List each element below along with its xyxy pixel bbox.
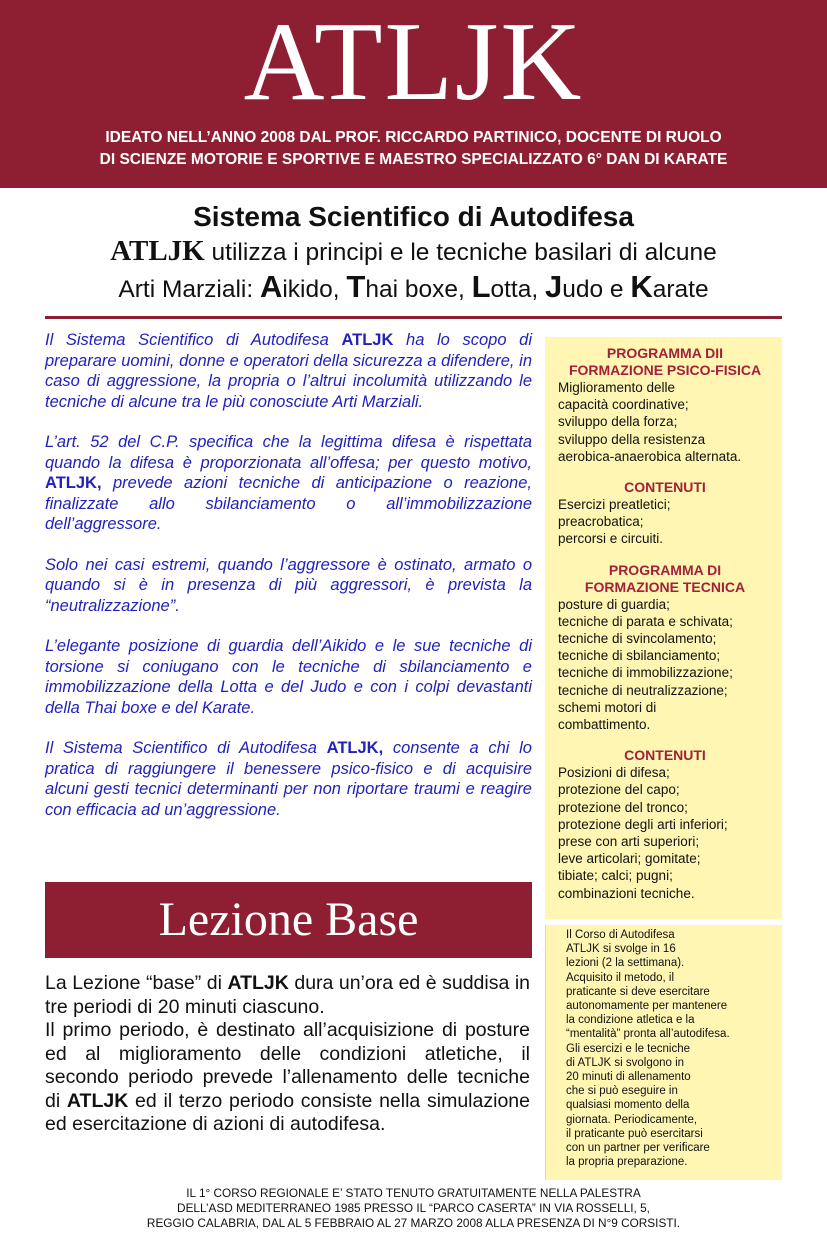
note-line: la propria preparazione.: [566, 1156, 688, 1169]
list-item: tecniche di sbilanciamento;: [558, 648, 721, 664]
footer-line-2: DELL’ASD MEDITERRANEO 1985 PRESSO IL “PARCO CASERTA” IN VIA ROSSELLI, 5,: [177, 1201, 650, 1215]
note-line: autonomamente per mantenere: [566, 1000, 728, 1013]
art-initial-judo: J: [544, 269, 563, 304]
note-line: giornata. Periodicamente,: [566, 1113, 698, 1126]
sidebar-heading-contenuti-2: [558, 747, 772, 764]
paragraph-4: L’elegante posizione di guardia dell’Aikido e le sue tecniche di torsione si coniugano con le tecniche di sbilanciamento e immobilizzazione della Lotta e del Judo e con i colpi devastanti della Thai boxe e del Karate.: [45, 637, 532, 717]
art-rest-lotta: otta,: [490, 276, 545, 303]
lezione-text-a: La Lezione “base” di: [45, 972, 228, 994]
list-item: protezione degli arti inferiori;: [558, 816, 728, 832]
list-item: tibiate; calci; pugni;: [558, 868, 673, 884]
title-line3: [30, 270, 797, 307]
lezione-brand: ATLJK: [66, 1089, 129, 1112]
art-initial-karate: K: [630, 269, 653, 304]
note-line: con un partner per verificare: [566, 1142, 710, 1155]
list-item: tecniche di neutralizzazione;: [558, 682, 728, 698]
note-line: di ATLJK si svolgono in: [566, 1056, 685, 1069]
list-item: capacità coordinative;: [558, 397, 689, 413]
lezione-banner: [45, 882, 532, 958]
list-item: Posizioni di difesa;: [558, 765, 670, 781]
lezione-description: [45, 972, 530, 1137]
sidebar-heading-line: CONTENUTI: [624, 479, 706, 496]
art-initial-lotta: L: [471, 269, 491, 304]
note-line: “mentalità” pronta all’autodifesa.: [566, 1028, 730, 1041]
paragraph-2-text-b: prevede azioni tecniche di anticipazione o reazione, finalizzate allo sbilanciamento o all’immobilizzazione dell’aggressore.: [45, 474, 532, 533]
intro-column: [45, 330, 532, 840]
note-line: lezioni (2 la settimana).: [566, 957, 685, 970]
paragraph-2: [45, 432, 532, 535]
list-item: protezione del capo;: [558, 782, 680, 798]
note-line: Gli esercizi e le tecniche: [566, 1042, 690, 1055]
list-item: sviluppo della resistenza: [558, 431, 706, 447]
course-note-box: [545, 925, 782, 1180]
sidebar-heading-line: FORMAZIONE TECNICA: [584, 578, 746, 595]
note-line: praticante si deve esercitare: [566, 985, 710, 998]
footer-line-3: REGGIO CALABRIA, DAL AL 5 FEBBRAIO AL 27 MARZO 2008 ALLA PRESENZA DI N°9 CORSISTI.: [146, 1216, 681, 1230]
note-line: qualsiasi momento della: [566, 1099, 690, 1112]
sidebar-list-tecnica: [558, 596, 772, 734]
list-item: schemi motori di: [558, 699, 657, 715]
title-line2-text: utilizza i principi e le tecniche basilari di alcune: [204, 239, 717, 266]
paragraph-5-text-b: consente a chi lo pratica di raggiungere il benessere psico-fisico e di acquisire alcuni gesti tecnici determinanti per non riportare traumi e reagire con efficacia ad un’aggressione.: [45, 739, 532, 819]
sidebar-heading-tecnica: [558, 562, 772, 596]
lezione-text-c: Il primo periodo, è destinato all’acquisizione di posture ed al miglioramento delle condizioni atletiche, il secondo periodo prevede l’allenamento delle tecniche di: [45, 1019, 530, 1112]
art-initial-aikido: A: [259, 269, 283, 304]
title-block: [30, 200, 797, 307]
footer-note: [40, 1186, 787, 1231]
sidebar-heading-line: CONTENUTI: [624, 747, 706, 764]
sidebar-heading-line: FORMAZIONE PSICO-FISICA: [568, 362, 762, 378]
paragraph-2-text-a: L’art. 52 del C.P. specifica che la legittima difesa è rispettata quando la difesa è proporzionata all’offesa; per questo motivo,: [45, 433, 532, 472]
header-banner: [0, 0, 827, 188]
list-item: sviluppo della forza;: [558, 414, 678, 430]
art-rest-aikido: ikido,: [282, 276, 347, 303]
note-line: Il Corso di Autodifesa: [566, 929, 675, 941]
list-item: combattimento.: [558, 717, 651, 733]
paragraph-1-brand: ATLJK: [341, 331, 394, 349]
lezione-paragraph-1: [45, 972, 530, 1019]
header-subtitle: [20, 127, 807, 171]
list-item: tecniche di immobilizzazione;: [558, 665, 733, 681]
lezione-text-d: ed il terzo periodo consiste nella simulazione ed esercitazione di azioni di autodifesa.: [45, 1089, 530, 1135]
list-item: combinazioni tecniche.: [558, 885, 695, 901]
note-line: la condizione atletica e la: [566, 1014, 695, 1027]
note-line: 20 minuti di allenamento: [566, 1071, 691, 1084]
paragraph-2-brand: ATLJK,: [45, 474, 102, 492]
note-line: ATLJK si svolge in 16: [566, 943, 676, 956]
list-item: aerobica-anaerobica alternata.: [558, 448, 742, 464]
list-item: tecniche di parata e schivata;: [558, 613, 733, 629]
list-item: posture di guardia;: [558, 596, 670, 612]
art-rest-karate: arate: [652, 276, 709, 303]
sidebar-list-contenuti-2: [558, 764, 772, 902]
title-line3-prefix: Arti Marziali:: [118, 276, 260, 303]
note-line: Acquisito il metodo, il: [566, 971, 675, 984]
paragraph-1-text-a: Il Sistema Scientifico di Autodifesa: [45, 331, 342, 349]
paragraph-5-brand: ATLJK,: [326, 739, 384, 757]
title-divider: [45, 316, 782, 319]
paragraph-1-text-b: ha lo scopo di preparare uomini, donne e operatori della sicurezza a difendere, in caso di aggressione, la propria o l’altrui incolumità utilizzando le tecniche di alcune tra le più conosciute Arti Marziali.: [45, 331, 532, 411]
list-item: tecniche di svincolamento;: [558, 631, 717, 647]
art-rest-thai: hai boxe,: [365, 276, 472, 303]
header-subtitle-line2: DI SCIENZE MOTORIE E SPORTIVE E MAESTRO SPECIALIZZATO 6° DAN DI KARATE: [99, 151, 728, 168]
art-initial-thai: T: [346, 269, 366, 304]
logo-title: ATLJK: [243, 0, 584, 124]
lezione-paragraph-2: [45, 1019, 530, 1137]
paragraph-5-text-a: Il Sistema Scientifico di Autodifesa: [45, 739, 327, 757]
sidebar-heading-psico-fisica: [558, 345, 772, 379]
program-sidebar: [545, 337, 782, 919]
note-line: il praticante può esercitarsi: [566, 1127, 703, 1140]
title-line2: [30, 234, 797, 270]
title-brand: ATLJK: [110, 235, 205, 267]
sidebar-list-contenuti-1: [558, 496, 772, 548]
paragraph-1: [45, 330, 532, 412]
lezione-text-b: dura un’ora ed è suddisa in tre periodi di 20 minuti ciascuno.: [45, 972, 530, 1018]
footer-line-1: IL 1° CORSO REGIONALE E’ STATO TENUTO GRATUITAMENTE NELLA PALESTRA: [186, 1186, 641, 1200]
main-title: Sistema Scientifico di Autodifesa: [193, 201, 634, 232]
list-item: percorsi e circuiti.: [558, 531, 664, 547]
sidebar-heading-line: PROGRAMMA DII: [606, 345, 724, 361]
lezione-brand: ATLJK: [227, 972, 289, 994]
paragraph-3: Solo nei casi estremi, quando l’aggressore è ostinato, armato o quando si è in presenza di più aggressori, è prevista la “neutralizzazione”.: [45, 555, 532, 615]
list-item: Esercizi preatletici;: [558, 497, 671, 513]
list-item: prese con arti superiori;: [558, 834, 700, 850]
lezione-title: Lezione Base: [158, 893, 419, 946]
sidebar-heading-line: PROGRAMMA DI: [608, 561, 722, 578]
paragraph-5: [45, 738, 532, 820]
sidebar-list-psico-fisica: [558, 379, 772, 465]
list-item: Miglioramento delle: [558, 380, 676, 395]
list-item: preacrobatica;: [558, 514, 644, 530]
note-line: che si può eseguire in: [566, 1085, 678, 1098]
header-subtitle-line1: IDEATO NELL’ANNO 2008 DAL PROF. RICCARDO PARTINICO, DOCENTE DI RUOLO: [105, 129, 722, 146]
sidebar-heading-contenuti-1: [558, 479, 772, 496]
art-rest-judo: udo e: [562, 276, 631, 303]
list-item: protezione del tronco;: [558, 799, 688, 815]
list-item: leve articolari; gomitate;: [558, 851, 701, 867]
